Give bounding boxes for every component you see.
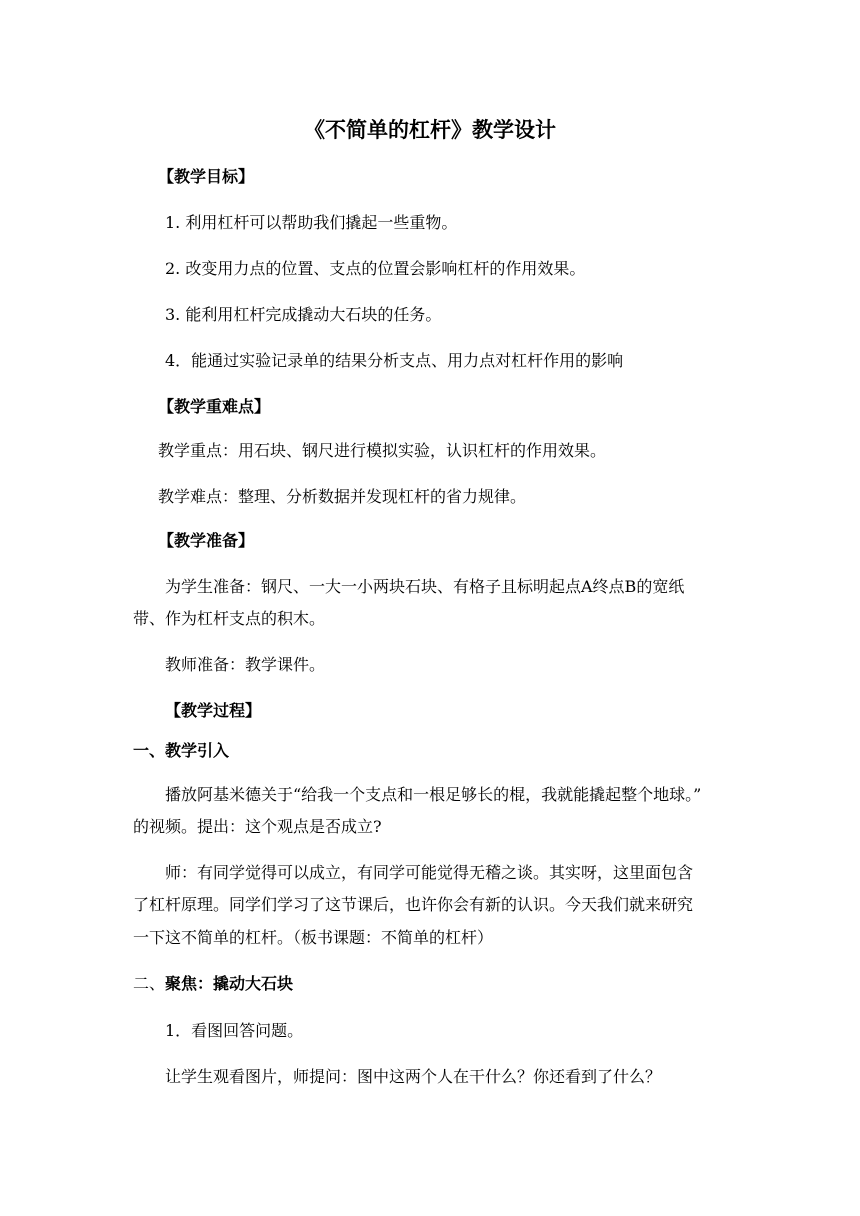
- objective-item-1: 1. 利用杠杆可以帮助我们撬起一些重物。: [165, 213, 458, 232]
- section-2-step-1: 1．看图回答问题。: [165, 1021, 304, 1040]
- section-1-heading: 一、教学引入: [133, 741, 230, 760]
- document-title: 《不简单的杠杆》教学设计: [304, 117, 556, 142]
- teacher-preparation: 教师准备：教学课件。: [165, 655, 326, 674]
- section-2-heading-number: 二、: [133, 974, 166, 993]
- teaching-difficulty: 教学难点：整理、分析数据并发现杠杆的省力规律。: [158, 487, 527, 506]
- student-preparation-line-1: 为学生准备：钢尺、一大一小两块石块、有格子且标明起点A终点B的宽纸: [165, 577, 685, 596]
- section-1-paragraph-1-line-1: 播放阿基米德关于“给我一个支点和一根足够长的棍，我就能撬起整个地球。”: [165, 785, 702, 804]
- section-2-heading: [133, 973, 293, 995]
- process-heading: 【教学过程】: [165, 701, 262, 720]
- section-1-paragraph-2-line-2: 了杠杆原理。同学们学习了这节课后，也许你会有新的认识。今天我们就来研究: [133, 895, 694, 914]
- objectives-heading: 【教学目标】: [158, 167, 255, 186]
- objective-item-3: 3. 能利用杠杆完成撬动大石块的任务。: [165, 305, 442, 324]
- section-2-step-1-text: 让学生观看图片，师提问：图中这两个人在干什么？你还看到了什么？: [165, 1067, 662, 1086]
- student-preparation-line-2: 带、作为杠杆支点的积木。: [133, 609, 326, 628]
- section-1-paragraph-2-line-1: 师：有同学觉得可以成立，有同学可能觉得无稽之谈。其实呀，这里面包含: [165, 863, 694, 882]
- section-1-paragraph-2-line-3: 一下这不简单的杠杆。（板书课题：不简单的杠杆）: [133, 928, 494, 947]
- key-points-heading: 【教学重难点】: [158, 397, 271, 416]
- objective-item-4: 4．能通过实验记录单的结果分析支点、用力点对杠杆作用的影响: [165, 351, 624, 370]
- section-2-heading-title: 聚焦：撬动大石块: [165, 974, 294, 993]
- section-1-paragraph-1-line-2: 的视频。提出：这个观点是否成立?: [133, 817, 382, 836]
- teaching-focus: 教学重点：用石块、钢尺进行模拟实验，认识杠杆的作用效果。: [158, 441, 607, 460]
- preparation-heading: 【教学准备】: [158, 531, 255, 550]
- objective-item-2: 2. 改变用力点的位置、支点的位置会影响杠杆的作用效果。: [165, 259, 586, 278]
